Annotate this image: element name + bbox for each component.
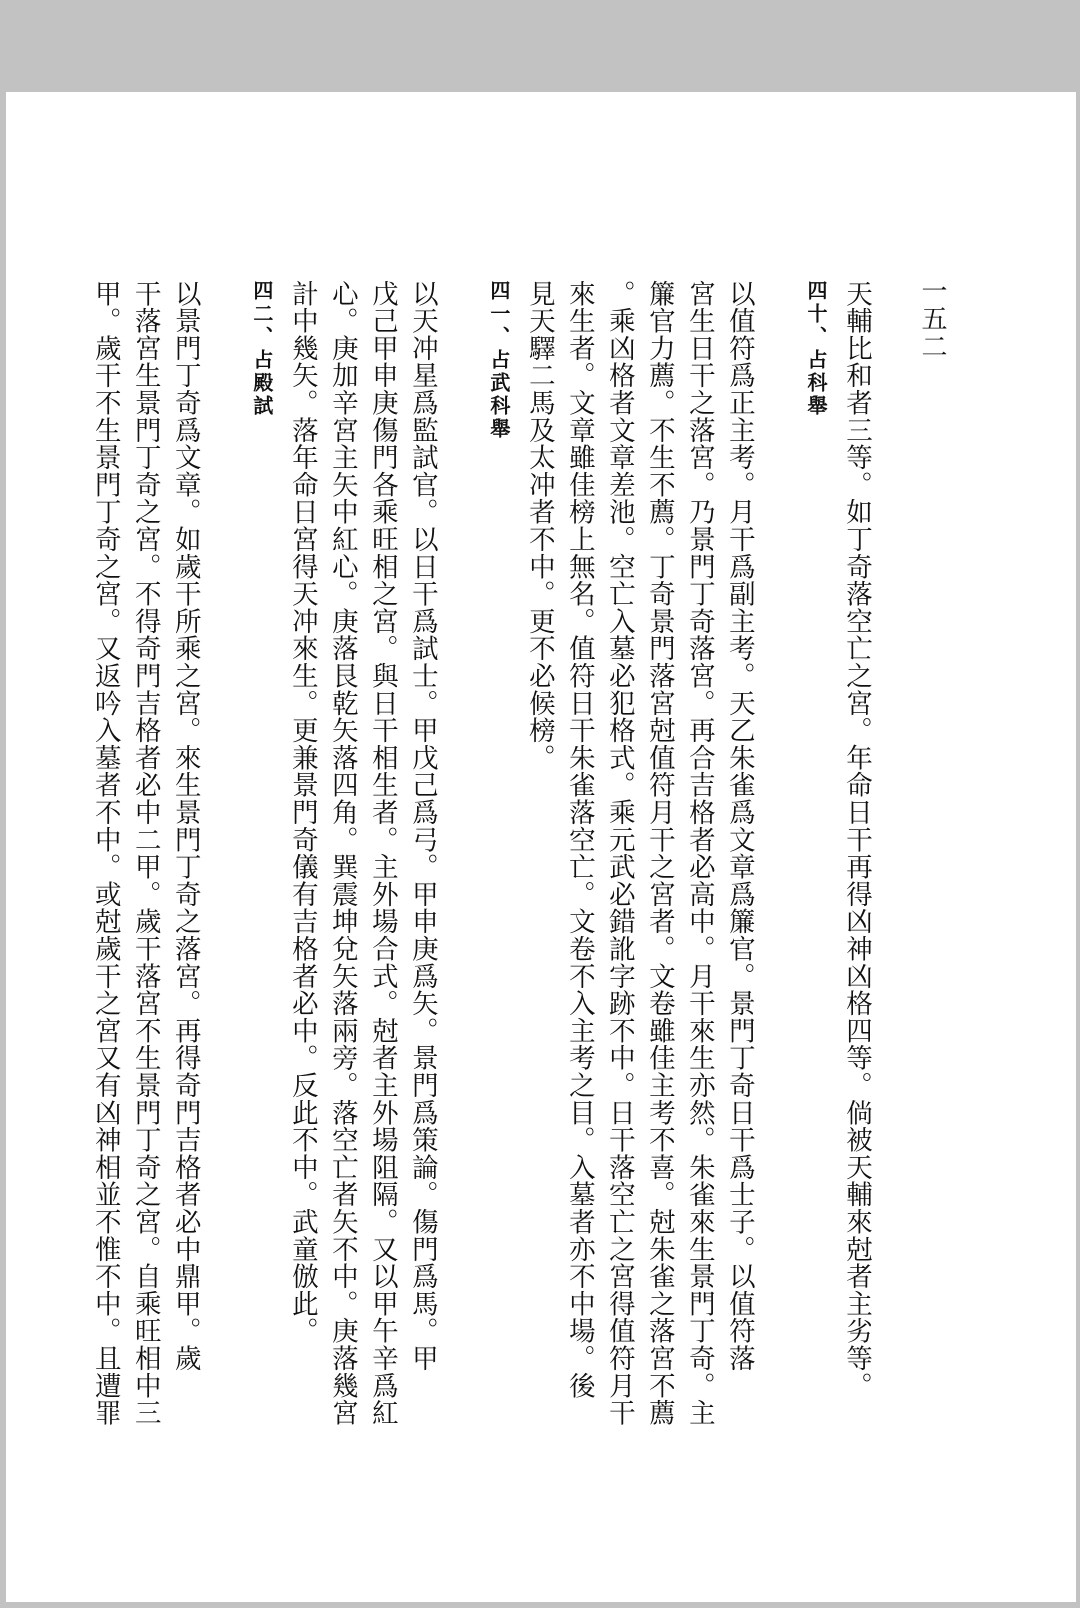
- text-column: 簾官力薦。不生不薦。丁奇景門落宮尅值符月干之宮者。文卷雖佳主考不喜。尅朱雀之落宮不薦: [643, 280, 675, 1427]
- text-column: 天輔比和者三等。如丁奇落空亡之宮。年命日干再得凶神凶格四等。倘被天輔來尅者主劣等。: [841, 280, 872, 1400]
- text-column: 以景門丁奇爲文章。如歲干所乘之宮。來生景門丁奇之落宮。再得奇門吉格者必中鼎甲。歲: [169, 280, 201, 1372]
- vertical-text-block: [89, 280, 876, 1540]
- text-column: 以天冲星爲監試官。以日干爲試士。甲戊己爲弓。甲申庚爲矢。景門爲策論。傷門爲馬。甲: [406, 280, 438, 1372]
- text-column: 以值符爲正主考。月干爲副主考。天乙朱雀爲文章爲簾官。景門丁奇日干爲士子。以值符落: [723, 280, 755, 1372]
- text-column: 見天驛二馬及太冲者不中。更不必候榜。: [523, 280, 555, 772]
- page-number: 一五二: [917, 277, 947, 361]
- text-column: 干落宮生景門丁奇之宮。不得奇門吉格者必中二甲。歲干落宮不生景門丁奇之宮。自乘旺相中三: [129, 280, 161, 1427]
- text-column: 來生者。文章雖佳榜上無名。值符日干朱雀落空亡。文卷不入主考之目。入墓者亦不中場。後: [563, 280, 595, 1400]
- text-column: 宮生日干之落宮。乃景門丁奇落宮。再合吉格者必高中。月干來生亦然。朱雀來生景門丁奇。主: [683, 280, 715, 1427]
- text-column: 心。庚加辛宮主矢中紅心。庚落艮乾矢落四角。巽震坤兌矢落兩旁。落空亡者矢不中。庚落幾宮: [326, 280, 358, 1427]
- text-column: 。乘凶格者文章差池。空亡入墓必犯格式。乘元武必錯訛字跡不中。日干落空亡之宮得值符月干: [603, 280, 635, 1427]
- text-column: 戊己甲申庚傷門各乘旺相之宮。與日干相生者。主外場合式。尅者主外場阻隔。又以甲午辛爲紅: [366, 280, 398, 1427]
- section-heading: 四二、占殿試: [249, 280, 274, 418]
- section-heading: 四十、占科舉: [804, 280, 828, 418]
- section-heading: 四一、占武科舉: [486, 280, 511, 441]
- text-column: 計中幾矢。落年命日宮得天冲來生。更兼景門奇儀有吉格者必中。反此不中。武童倣此。: [286, 280, 318, 1345]
- document-page: [6, 92, 1076, 1602]
- text-column: 甲。歲干不生景門丁奇之宮。又返吟入墓者不中。或尅歲干之宮又有凶神相並不惟不中。且遭罪: [89, 280, 121, 1427]
